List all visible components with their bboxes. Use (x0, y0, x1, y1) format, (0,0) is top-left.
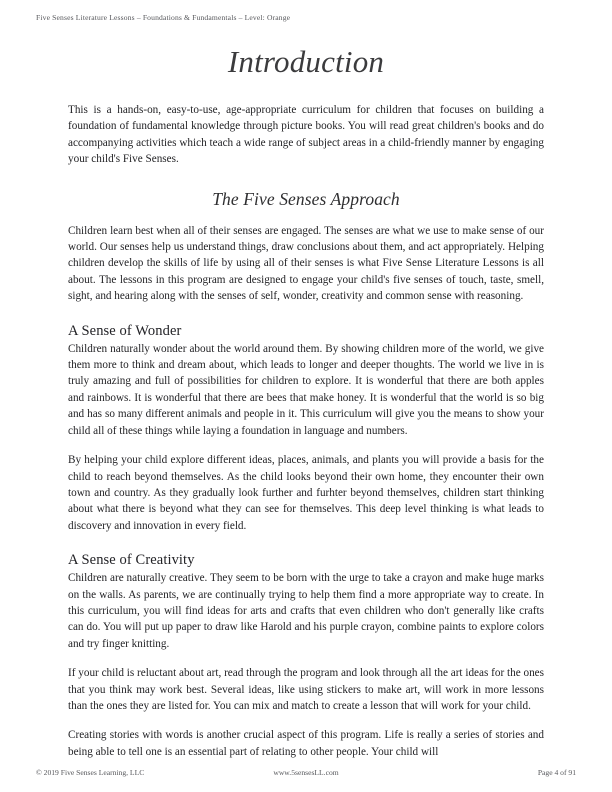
section-subtitle: The Five Senses Approach (212, 188, 400, 209)
intro-paragraph: This is a hands-on, easy-to-use, age-appropriate curriculum for children that focuses on building a foundation of fundamental knowledge through picture books. You will read great children's books and do accompanying activities which teach a wide range of subject areas in a child-friendly manner by engaging your child's Five Senses. (68, 104, 544, 166)
footer-page-number: Page 4 of 91 (537, 767, 576, 777)
page-footer (36, 766, 576, 778)
section-heading-creativity: A Sense of Creativity (68, 552, 195, 569)
page-content (68, 44, 544, 760)
page-title: Introduction (227, 44, 385, 79)
wonder-paragraph-2: By helping your child explore different ideas, places, animals, and plants you will provide a basis for the child to reach beyond themselves. As the child looks beyond their own home, they encounter their own town and country. As they gradually look further and furhter beyond themselves, children start thinking about what there is beyond what they can see for themselves. This deep level thinking is what leads to discovery and innovation in every field. (68, 454, 544, 532)
creativity-paragraph-2: If your child is reluctant about art, read through the program and look through all the art ideas for the ones that you think may work best. Several ideas, like using stickers to make art, will work in more lessons than the ones they are listed for. You can mix and match to create a lesson that will work for your child. (68, 667, 544, 712)
creativity-paragraph-3: Creating stories with words is another crucial aspect of this program. Life is really a series of stories and being able to tell one is an essential part of relating to other people. Your child will (68, 729, 544, 758)
section-heading-wonder: A Sense of Wonder (68, 322, 182, 339)
approach-paragraph: Children learn best when all of their senses are engaged. The senses are what we use to make sense of our world. Our senses help us understand things, draw conclusions about them, and act appropriately. Helping children develop the skills of life by using all of their senses is what Five Sense Literature Lessons is all about. The lessons in this program are designed to engage your child's five senses of touch, taste, smell, sight, and hearing along with the senses of self, wonder, creativity and common sense with reasoning. (68, 224, 544, 303)
running-head: Five Senses Literature Lessons – Foundations & Fundamentals – Level: Orange (36, 13, 291, 22)
creativity-paragraph-1: Children are naturally creative. They seem to be born with the urge to take a crayon and make huge marks on the walls. As parents, we are continually trying to help them find a more appropriate way to create. In this curriculum, you will find ideas for arts and crafts that even children who don't generally like crafts can do. You will put up paper to draw like Harold and his purple crayon, combine paints to explore colors and try finger knitting. (68, 572, 544, 650)
footer-website: www.5sensesLL.com (273, 767, 339, 777)
footer-copyright: © 2019 Five Senses Learning, LLC (36, 767, 145, 777)
wonder-paragraph-1: Children naturally wonder about the world around them. By showing children more of the world, we give them more to think and dream about, which leads to longer and deeper thoughts. The world we live in is truly amazing and full of possibilities for children to explore. It is wonderful that there are both apples and rainbows. It is wonderful that there are bees that make honey. It is wonderful that the world is so big and has so many different animals and people in it. This curriculum will give you the means to show your child all of these things while laying a foundation in language and numbers. (68, 342, 544, 437)
